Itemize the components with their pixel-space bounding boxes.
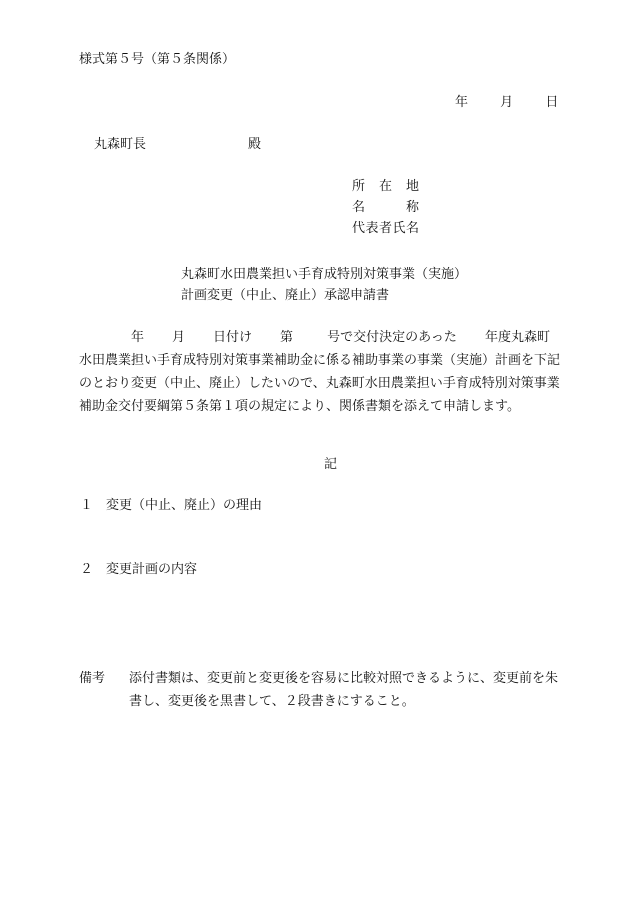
body-year-unit: 年 bbox=[131, 330, 145, 345]
document-title-line-2: 計画変更（中止、廃止）承認申請書 bbox=[181, 288, 390, 303]
list-item bbox=[80, 499, 262, 512]
applicant-name-row bbox=[352, 201, 419, 222]
item-text: 変更（中止、廃止）の理由 bbox=[106, 498, 263, 513]
body-month-unit: 月 bbox=[172, 330, 186, 345]
body-grant-decision: 号で交付決定のあった bbox=[327, 330, 457, 345]
form-number: 様式第５号（第５条関係） bbox=[79, 52, 236, 67]
remarks-text-1: 添付書類は、変更前と変更後を容易に比較対照できるように、変更前を朱 bbox=[129, 671, 559, 686]
body-line-3: のとおり変更（中止、廃止）したいので、丸森町水田農業担い手育成特別対策事業 bbox=[79, 376, 560, 391]
body-paragraph bbox=[79, 326, 584, 418]
applicant-block bbox=[352, 180, 419, 243]
ki-heading: 記 bbox=[324, 457, 338, 472]
date-year-unit: 年 bbox=[455, 95, 469, 110]
body-day-unit: 日付け bbox=[213, 330, 253, 345]
item-number: １ bbox=[80, 498, 94, 513]
remarks-label: 備考 bbox=[79, 671, 106, 686]
remarks-line-1 bbox=[79, 667, 589, 690]
applicant-address-row bbox=[352, 180, 419, 201]
body-number-prefix: 第 bbox=[280, 330, 294, 345]
item-number: ２ bbox=[80, 562, 94, 577]
date-month-unit: 月 bbox=[500, 95, 514, 110]
item-text: 変更計画の内容 bbox=[106, 562, 198, 577]
addressee-name: 丸森町長 bbox=[94, 137, 147, 152]
body-line-4: 補助金交付要綱第５条第１項の規定により、関係書類を添えて申請します。 bbox=[79, 399, 520, 414]
applicant-representative-label: 代表者氏名 bbox=[352, 221, 419, 236]
applicant-name-label: 名 称 bbox=[352, 200, 419, 215]
body-line-1 bbox=[79, 326, 584, 349]
body-line-2: 水田農業担い手育成特別対策事業補助金に係る補助事業の事業（実施）計画を下記 bbox=[79, 353, 561, 368]
addressee-honorific: 殿 bbox=[248, 137, 262, 152]
body-fiscal-year: 年度丸森町 bbox=[484, 330, 550, 345]
date-day-unit: 日 bbox=[545, 95, 559, 110]
remarks-block bbox=[79, 667, 589, 713]
date-line bbox=[455, 96, 558, 109]
document-title bbox=[181, 264, 467, 306]
applicant-representative-row bbox=[352, 222, 419, 243]
document-title-line-1: 丸森町水田農業担い手育成特別対策事業（実施） bbox=[181, 267, 468, 282]
remarks-text-2: 書し、変更後を黒書して、２段書きにすること。 bbox=[129, 694, 415, 709]
applicant-address-label: 所 在 地 bbox=[352, 179, 419, 194]
list-item bbox=[80, 563, 197, 576]
remarks-line-2 bbox=[79, 690, 589, 713]
